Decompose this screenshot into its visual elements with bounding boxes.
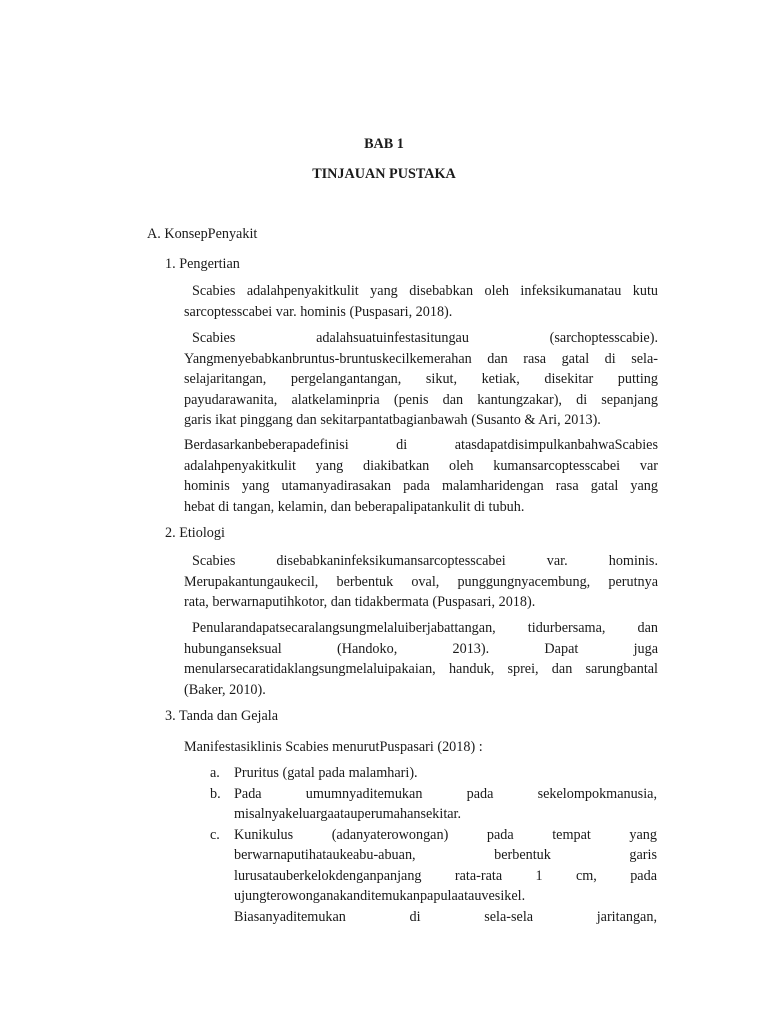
text-line: Biasanyaditemukan di sela-sela jaritangan, [234,908,657,925]
text-line: Scabies adalahpenyakitkulit yang disebabkan oleh infeksikumanatau kutu [192,283,658,299]
text-line: Scabies disebabkaninfeksikumansarcoptesscabei var. hominis. [192,553,658,569]
text-line: hominis yang utamanyadirasakan pada malamharidengan rasa gatal yang [184,478,658,494]
text-line: Kunikulus (adanyaterowongan) pada tempat yang [234,826,657,843]
text-line: ujungterowonganakanditemukanpapulaatauvesikel. [234,888,526,904]
section-a-heading: A. KonsepPenyakit [147,226,258,242]
text-line: Pada umumnyaditemukan pada sekelompokmanusia, [234,785,657,802]
text-line: adalahpenyakitkulit yang diakibatkan oleh kumansarcoptesscabei var [184,457,658,474]
text-line: sarcoptesscabei var. hominis (Puspasari, 2018). [184,303,453,320]
pengertian-paragraph-2 [184,328,658,431]
text-line: rata, berwarnaputihkotor, dan tidakbermata (Puspasari, 2018). [184,594,536,610]
text-line: lurusatauberkelokdenganpanjang rata-rata 1 cm, pada [234,867,657,884]
pengertian-paragraph-1 [184,281,658,322]
list-marker: a. [210,765,220,781]
text-line: Berdasarkanbeberapadefinisi di atasdapatdisimpulkanbahwaScabies [184,437,658,453]
symptom-list [210,765,657,929]
text-line: Scabies adalahsuatuinfestasitungau (sarchoptesscabie). [192,330,658,346]
text-line: Penularandapatsecaralangsungmelaluiberjabattangan, tidurbersama, dan [192,620,658,636]
text-line: Merupakantungaukecil, berbentuk oval, punggungnyacembung, perutnya [184,573,658,590]
text-line: payudarawanita, alatkelaminpria (penis dan kantungzakar), di sepanjang [184,391,658,408]
list-item [210,827,657,930]
list-marker: c. [210,826,220,843]
list-item [210,765,657,786]
chapter-title: TINJAUAN PUSTAKA [312,166,456,182]
text-line: berwarnaputihataukeabu-abuan, berbentuk garis [234,847,657,863]
text-line: (Baker, 2010). [184,681,266,698]
etiologi-paragraph-2 [184,618,658,700]
list-marker: b. [210,785,221,802]
list-item [210,786,657,827]
text-line: hebat di tangan, kelamin, dan beberapalipatankulit di tubuh. [184,498,525,515]
manifestasi-intro: Manifestasiklinis Scabies menurutPuspasari (2018) : [184,739,483,755]
text-line: selajaritangan, pergelangantangan, sikut, ketiak, disekitar putting [184,371,658,387]
subsection-2-heading: 2. Etiologi [165,525,225,541]
text-line: hubunganseksual (Handoko, 2013). Dapat juga [184,640,658,657]
etiologi-paragraph-1 [184,551,658,613]
text-line: garis ikat pinggang dan sekitarpantatbagianbawah (Susanto & Ari, 2013). [184,412,601,428]
pengertian-paragraph-3 [184,435,658,517]
subsection-3-heading: 3. Tanda dan Gejala [165,708,278,724]
text-line: Pruritus (gatal pada malamhari). [234,765,418,781]
text-line: menularsecaratidaklangsungmelaluipakaian, handuk, sprei, dan sarungbantal [184,661,658,677]
text-line: Yangmenyebabkanbruntus-bruntuskecilkemerahan dan rasa gatal di sela- [184,350,658,367]
subsection-1-heading: 1. Pengertian [165,256,240,272]
chapter-number: BAB 1 [364,136,404,152]
text-line: misalnyakeluargaatauperumahansekitar. [234,806,462,822]
